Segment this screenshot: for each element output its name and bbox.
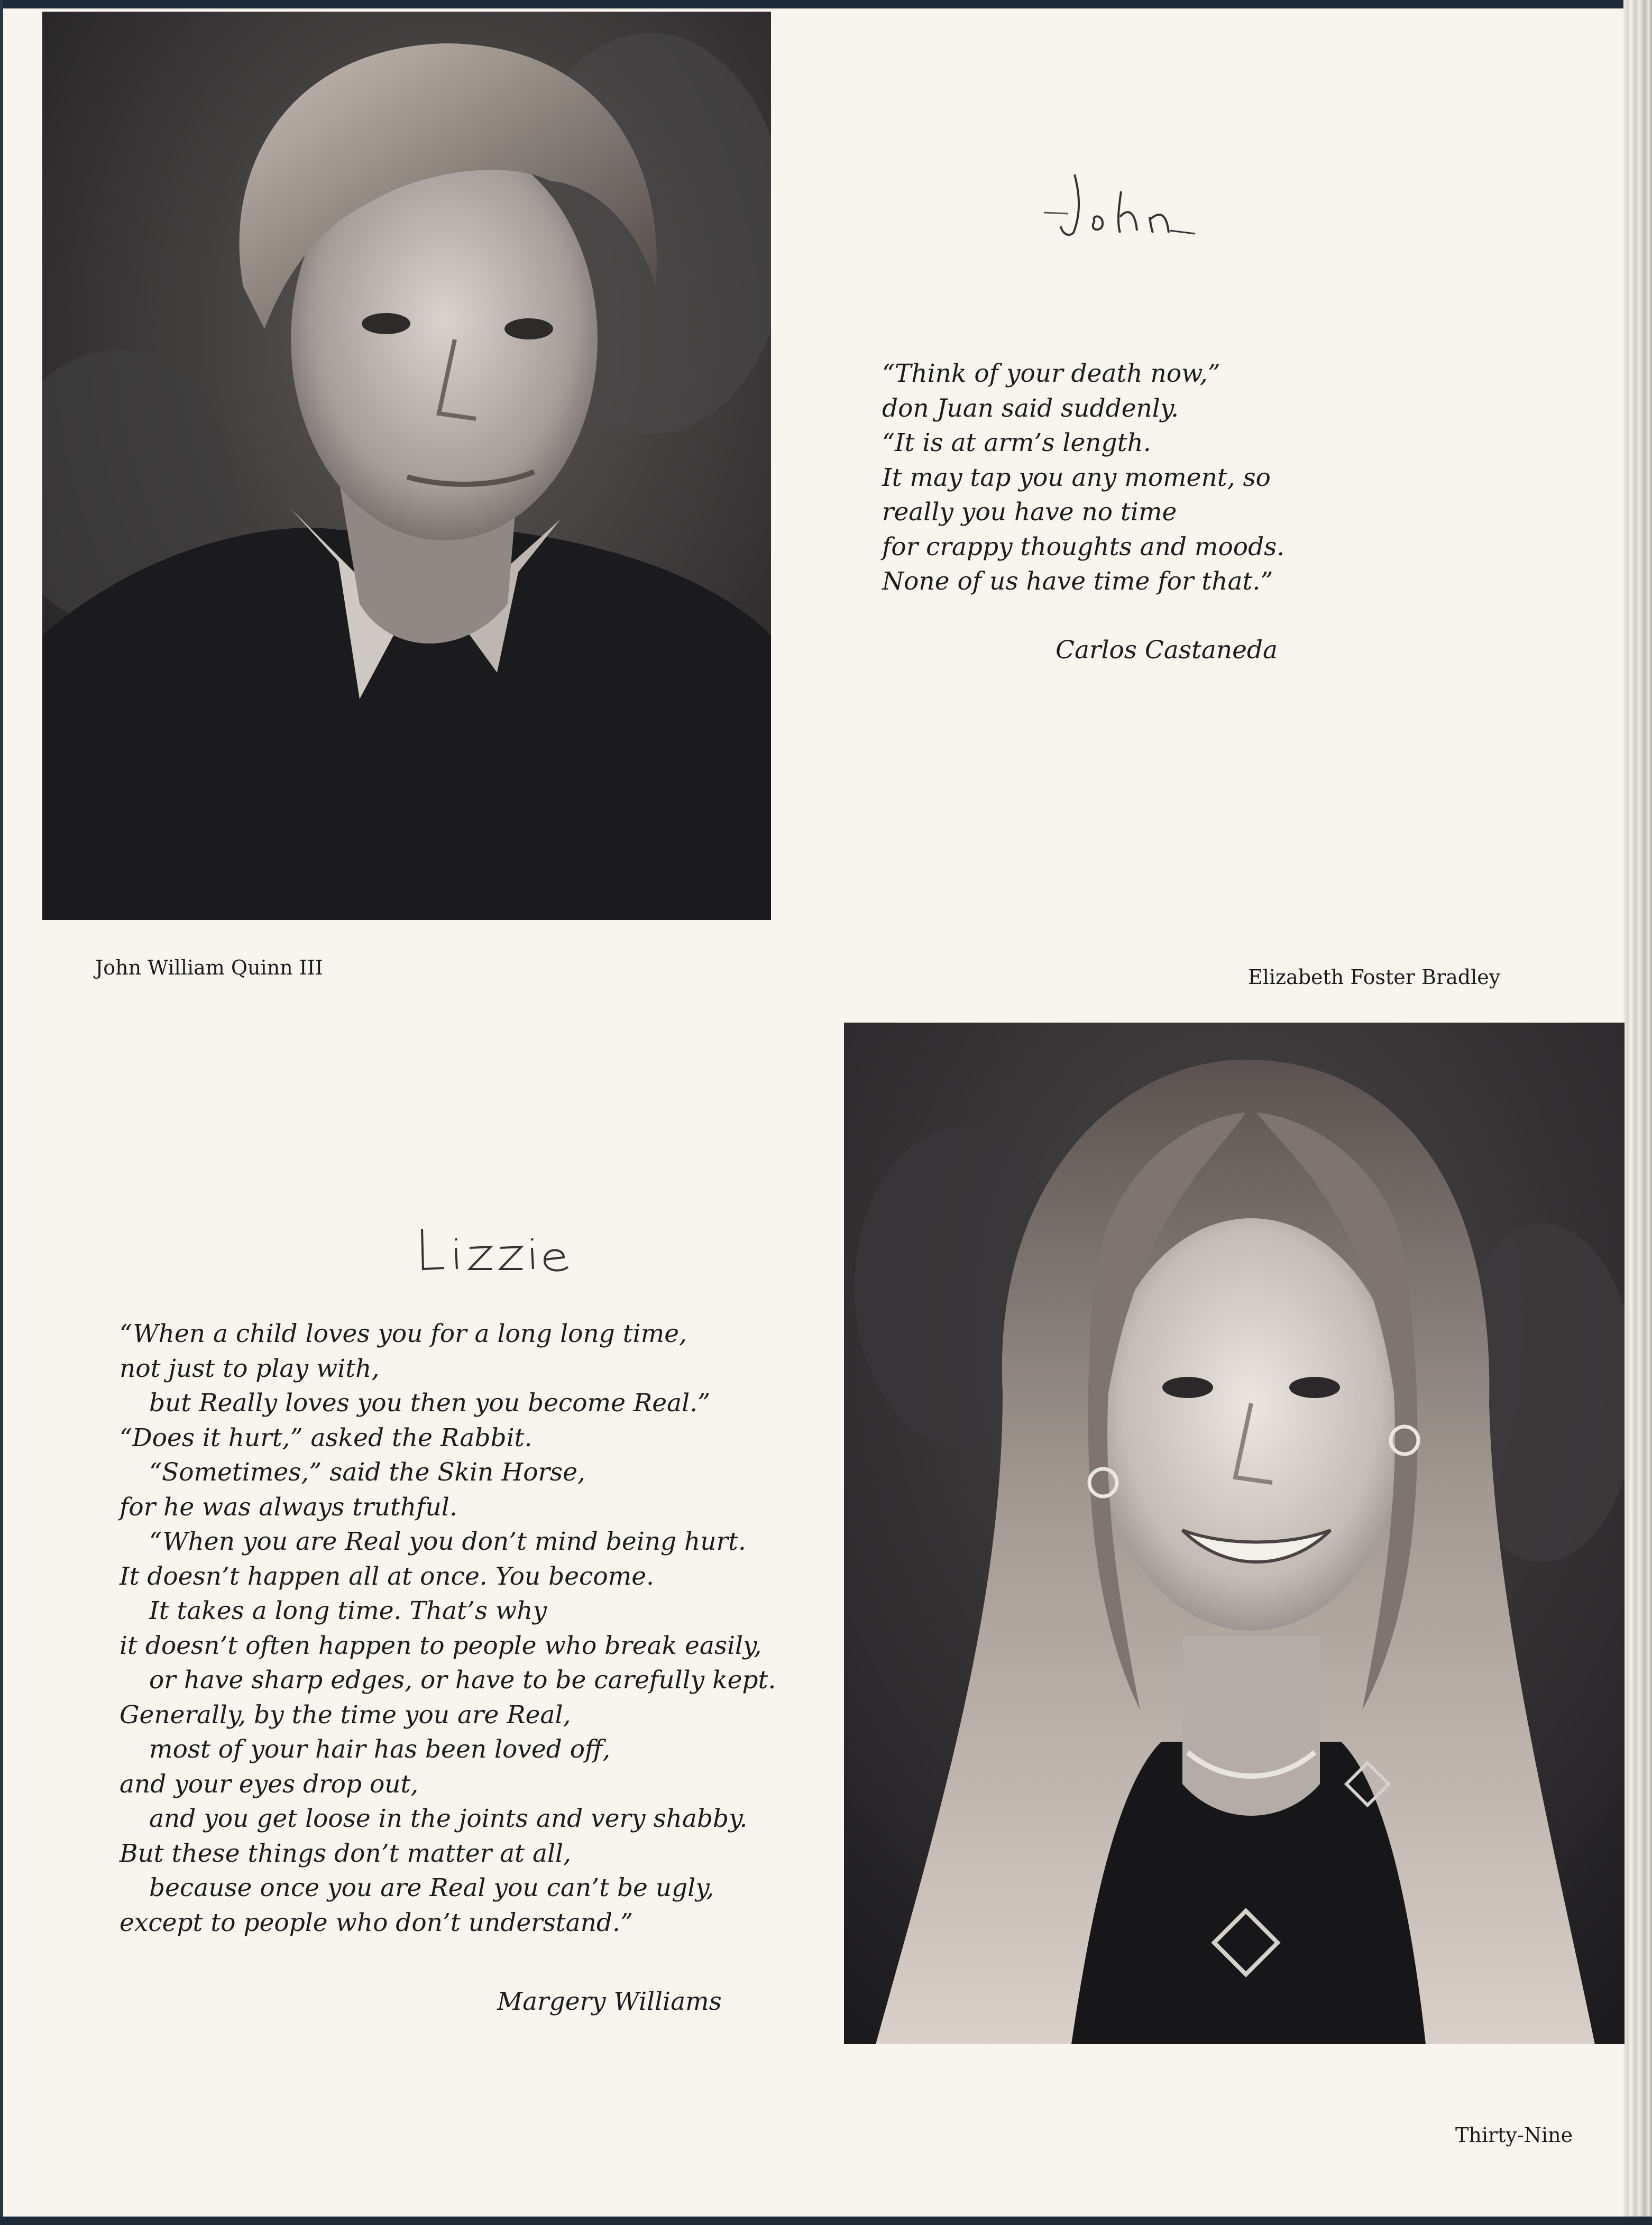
quote-line: because once you are Real you can’t be ugly, (149, 1873, 714, 1902)
quote-line: None of us have time for that.” (882, 567, 1273, 596)
quote-line: “It is at arm’s length. (882, 428, 1151, 457)
scan-edge-bottom (0, 2217, 1652, 2225)
quote-line: It doesn’t happen all at once. You become. (120, 1561, 654, 1591)
john-portrait-photo (42, 12, 771, 920)
quote-line: it doesn’t often happen to people who break easily, (120, 1631, 762, 1660)
quote-line: most of your hair has been loved off, (149, 1735, 611, 1764)
signature-john-image (1036, 153, 1216, 249)
quote-line: and your eyes drop out, (120, 1769, 419, 1799)
quote-line: for he was always truthful. (120, 1492, 457, 1522)
quote-line: “Sometimes,” said the Skin Horse, (149, 1458, 585, 1487)
scan-edge-top (0, 0, 1652, 8)
quote-line: Generally, by the time you are Real, (120, 1700, 571, 1730)
quote-line: “When you are Real you don’t mind being hurt. (149, 1527, 746, 1556)
lizzie-quote (120, 1317, 776, 1940)
john-handwritten-signature (1036, 153, 1216, 249)
lizzie-handwritten-signature (407, 1218, 582, 1282)
quote-line: But these things don’t matter at all, (120, 1838, 571, 1868)
quote-line: or have sharp edges, or have to be carefully kept. (149, 1666, 776, 1695)
lizzie-quote-attribution: Margery Williams (497, 1987, 722, 2016)
quote-line: for crappy thoughts and moods. (882, 532, 1285, 562)
signature-lizzie-image (407, 1218, 582, 1282)
quote-line: It takes a long time. That’s why (149, 1596, 547, 1625)
john-portrait-image (42, 12, 771, 920)
quote-line: but Really loves you then you become Real.” (149, 1389, 711, 1418)
quote-line: “Think of your death now,” (882, 359, 1220, 388)
quote-line: “Does it hurt,” asked the Rabbit. (120, 1423, 533, 1452)
quote-line: “When a child loves you for a long long time, (120, 1319, 687, 1348)
elizabeth-name-caption: Elizabeth Foster Bradley (1248, 966, 1501, 989)
quote-line: don Juan said suddenly. (882, 393, 1179, 423)
quote-line: except to people who don’t understand.” (120, 1908, 633, 1937)
quote-line: not just to play with, (120, 1354, 380, 1383)
quote-line: and you get loose in the joints and very shabby. (149, 1804, 748, 1833)
john-quote-attribution: Carlos Castaneda (1056, 636, 1278, 665)
scan-edge-left (0, 0, 3, 2225)
quote-line: It may tap you any moment, so (882, 463, 1271, 492)
elizabeth-portrait-image (844, 1023, 1625, 2044)
elizabeth-portrait-photo (844, 1023, 1625, 2044)
page-binding-edge (1623, 0, 1652, 2225)
quote-line: really you have no time (882, 498, 1177, 527)
john-quote (882, 356, 1284, 599)
page-number: Thirty-Nine (1455, 2123, 1573, 2147)
john-name-caption: John William Quinn III (95, 956, 323, 979)
